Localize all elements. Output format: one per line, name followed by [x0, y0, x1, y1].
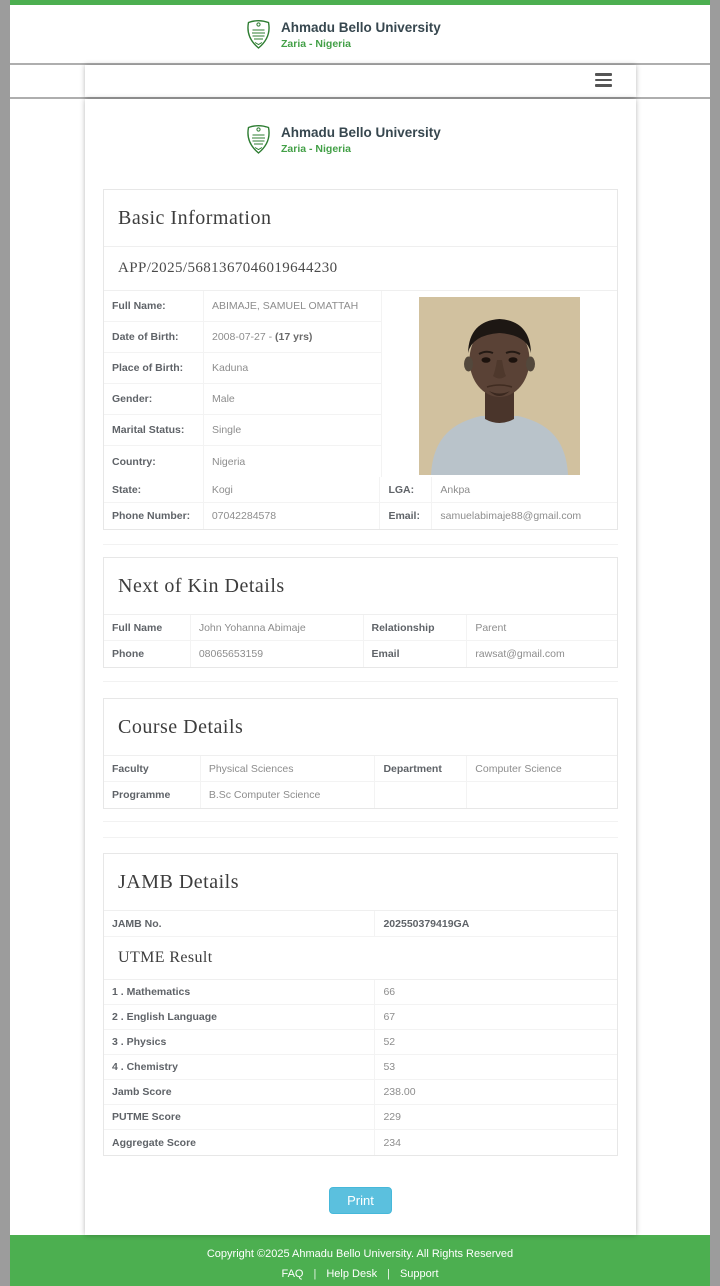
- print-button-row: [103, 1187, 618, 1214]
- field-value: [204, 322, 381, 352]
- next-of-kin-section: [103, 557, 618, 668]
- next-of-kin-title: Next of Kin Details: [104, 558, 617, 615]
- table-row: [104, 291, 381, 322]
- field-label: Email: [364, 641, 468, 667]
- table-row: [104, 446, 381, 477]
- table-row: [104, 384, 381, 415]
- abu-logo-icon: [245, 123, 272, 155]
- table-row: [104, 782, 617, 808]
- score-label: Jamb Score: [104, 1080, 375, 1104]
- field-label: Date of Birth:: [104, 322, 204, 352]
- field-value: Computer Science: [475, 762, 562, 775]
- footer-links: [10, 1268, 710, 1280]
- field-label: Phone: [104, 641, 191, 667]
- score-label: Aggregate Score: [104, 1130, 375, 1155]
- footer-separator: |: [313, 1268, 317, 1280]
- field-value: Kaduna: [212, 362, 249, 374]
- field-label: Marital Status:: [104, 415, 204, 445]
- hamburger-icon[interactable]: [595, 73, 612, 87]
- basic-info-table: [104, 291, 617, 477]
- section-gap: [103, 822, 618, 838]
- copyright-text: Copyright ©2025 Ahmadu Bello University. All Rights Reserved: [206, 1248, 514, 1260]
- table-row: [104, 503, 617, 529]
- table-row: [104, 1105, 617, 1130]
- field-value: Parent: [475, 621, 507, 634]
- course-details-section: [103, 698, 618, 809]
- application-number: APP/2025/5681367046019644230: [104, 247, 617, 291]
- jamb-no-value: 202550379419GA: [383, 917, 470, 930]
- subject-label: 1 . Mathematics: [104, 980, 375, 1004]
- score-value: 229: [383, 1111, 401, 1123]
- table-row: [104, 615, 617, 641]
- subject-label: 4 . Chemistry: [104, 1055, 375, 1079]
- table-row: [104, 1055, 617, 1080]
- field-value: 07042284578: [204, 503, 381, 529]
- score-value: 234: [383, 1136, 401, 1149]
- score-value: 238.00: [383, 1086, 416, 1098]
- subject-score: 52: [383, 1036, 396, 1048]
- brand-text: [281, 16, 441, 51]
- table-row: [104, 353, 381, 384]
- print-button[interactable]: Print: [329, 1187, 392, 1214]
- subject-score: 67: [383, 1011, 396, 1023]
- card-brand: [245, 121, 618, 156]
- applicant-photo: [419, 297, 580, 475]
- application-card: [85, 99, 636, 1235]
- field-label: Programme: [104, 782, 201, 808]
- footer-link-helpdesk[interactable]: Help Desk: [326, 1268, 378, 1280]
- footer-link-faq[interactable]: FAQ: [281, 1268, 304, 1280]
- field-label: [375, 782, 467, 808]
- brand-subtitle: Zaria - Nigeria: [281, 143, 352, 155]
- navbar: [10, 65, 710, 97]
- jamb-no-label: JAMB No.: [104, 911, 375, 936]
- brand-text: [281, 121, 441, 156]
- subject-score: 66: [383, 986, 396, 998]
- utme-result-title: UTME Result: [104, 937, 617, 980]
- table-row: [104, 756, 617, 782]
- dob-value: 2008-07-27 -: [212, 331, 273, 343]
- field-label: Place of Birth:: [104, 353, 204, 383]
- field-value: rawsat@gmail.com: [475, 648, 565, 660]
- table-row: [104, 641, 617, 667]
- field-label: LGA:: [380, 477, 432, 502]
- basic-information-section: [103, 189, 618, 530]
- field-value: Single: [212, 424, 242, 436]
- jamb-details-title: JAMB Details: [104, 854, 617, 911]
- abu-logo-icon: [245, 18, 272, 50]
- brand-subtitle: Zaria - Nigeria: [281, 38, 352, 50]
- field-label: State:: [104, 477, 204, 502]
- field-label: Relationship: [364, 615, 468, 640]
- field-value: Kogi: [204, 477, 381, 502]
- footer-separator: |: [387, 1268, 390, 1280]
- score-label: PUTME Score: [104, 1105, 375, 1129]
- field-label: Country:: [104, 446, 204, 477]
- field-label: Full Name: [104, 615, 191, 640]
- footer: [10, 1235, 710, 1286]
- table-row: [104, 322, 381, 353]
- field-value: Nigeria: [212, 455, 246, 468]
- field-value: Physical Sciences: [201, 756, 376, 781]
- basic-info-fields: [104, 291, 381, 477]
- field-value: B.Sc Computer Science: [201, 782, 376, 808]
- course-details-title: Course Details: [104, 699, 617, 756]
- field-value: Ankpa: [440, 483, 471, 496]
- navbar-container: [85, 65, 636, 97]
- subject-label: 2 . English Language: [104, 1005, 375, 1029]
- utme-scores-table: [104, 980, 617, 1155]
- jamb-details-section: [103, 853, 618, 1156]
- header-brand: [245, 16, 441, 51]
- field-label: Phone Number:: [104, 503, 204, 529]
- main-area: [10, 99, 710, 1235]
- page: [10, 0, 710, 1286]
- table-row: [104, 980, 617, 1005]
- subject-score: 53: [383, 1061, 396, 1073]
- basic-information-title: Basic Information: [104, 190, 617, 247]
- field-value: 08065653159: [191, 641, 364, 667]
- table-row: [104, 1005, 617, 1030]
- field-value: Male: [212, 393, 235, 405]
- footer-link-support[interactable]: Support: [399, 1268, 439, 1280]
- dob-age: (17 yrs): [275, 331, 313, 343]
- brand-title: Ahmadu Bello University: [281, 125, 441, 140]
- field-label: Department: [375, 756, 467, 781]
- section-gap: [103, 809, 618, 822]
- field-value: John Yohanna Abimaje: [191, 615, 364, 640]
- subject-label: 3 . Physics: [104, 1030, 375, 1054]
- field-value: samuelabimaje88@gmail.com: [440, 510, 582, 522]
- section-gap: [103, 668, 618, 682]
- field-value: [467, 782, 617, 808]
- field-label: Email:: [380, 503, 432, 529]
- table-row: [104, 1080, 617, 1105]
- site-header: [10, 5, 710, 63]
- table-row: [104, 1130, 617, 1155]
- field-label: Gender:: [104, 384, 204, 414]
- brand-title: Ahmadu Bello University: [281, 20, 441, 35]
- table-row: [104, 911, 617, 937]
- photo-cell: [381, 291, 617, 477]
- field-label: Full Name:: [104, 291, 204, 321]
- table-row: [104, 477, 617, 503]
- table-row: [104, 1030, 617, 1055]
- section-gap: [103, 530, 618, 545]
- table-row: [104, 415, 381, 446]
- field-value: ABIMAJE, SAMUEL OMATTAH: [212, 300, 359, 312]
- field-label: Faculty: [104, 756, 201, 781]
